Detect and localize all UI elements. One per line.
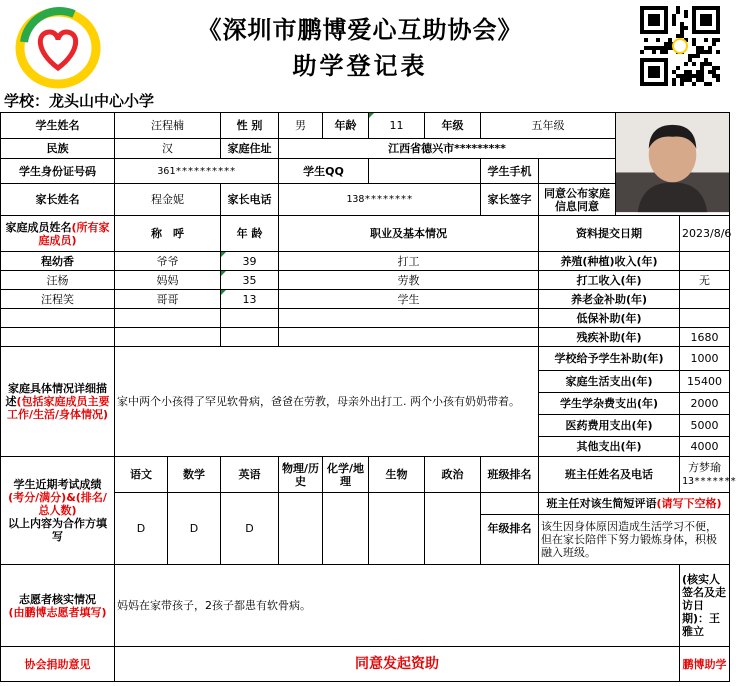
parent-phone[interactable]: 138******** [279, 183, 481, 215]
finance-label: 家庭生活支出(年) [539, 371, 680, 393]
label-mobile: 学生手机 [481, 159, 539, 184]
submit-date[interactable]: 2023/8/6 [680, 216, 730, 252]
label-grade-rank-text: 年级排名 [487, 522, 532, 536]
finance-label: 低保补助(年) [539, 309, 680, 328]
finance-label: 学校给予学生补助(年) [539, 347, 680, 371]
registration-table [0, 112, 736, 682]
label-grade: 年级 [425, 113, 481, 139]
student-age[interactable]: 11 [369, 113, 425, 139]
family-member-job[interactable]: 劳教 [279, 271, 539, 290]
label-family-details-text: 家庭具体情况详细描述 [5, 382, 107, 409]
finance-value[interactable] [680, 252, 730, 271]
family-member-name[interactable] [1, 309, 115, 328]
family-member-age[interactable]: 13 [221, 290, 279, 309]
family-member-name[interactable]: 程幼香 [1, 252, 115, 271]
label-parent-sign: 家长签字 [481, 183, 539, 215]
family-member-age[interactable] [221, 309, 279, 328]
family-member-age[interactable] [221, 328, 279, 347]
subject-score[interactable]: D [221, 493, 279, 565]
family-member-title[interactable]: 爷爷 [115, 252, 221, 271]
finance-value[interactable] [680, 309, 730, 328]
finance-value[interactable]: 1000 [680, 347, 730, 371]
parent-name[interactable]: 程金妮 [115, 183, 221, 215]
school-name: 学校：龙头山中心小学 [4, 92, 155, 110]
label-address: 家庭住址 [221, 138, 279, 158]
family-member-name[interactable] [1, 328, 115, 347]
form-header [0, 0, 730, 90]
grade-rank-value[interactable] [483, 535, 536, 557]
label-grade-rank [481, 515, 539, 565]
label-exam-scores [1, 457, 115, 565]
family-member-age[interactable]: 39 [221, 252, 279, 271]
subject-header: 英语 [221, 457, 279, 493]
verifier-signature[interactable]: (核实人签名及走访日期)：王雅立 [680, 565, 730, 647]
finance-label: 养殖(种植)收入(年) [539, 252, 680, 271]
family-member-title[interactable] [115, 309, 221, 328]
subject-score[interactable]: D [115, 493, 168, 565]
family-member-age[interactable]: 35 [221, 271, 279, 290]
teacher-comment[interactable]: 该生因身体原因造成生活学习不便，但在家长陪伴下努力锻炼身体，积极融入班级。 [539, 515, 730, 565]
label-family-members [1, 216, 115, 252]
label-volunteer [1, 565, 115, 647]
subject-header: 物理/历史 [279, 457, 323, 493]
teacher-contact[interactable] [680, 457, 736, 493]
student-qq[interactable] [369, 159, 481, 184]
label-class-rank: 班级排名 [481, 457, 539, 493]
class-rank-value[interactable] [481, 493, 539, 515]
qr-code [640, 6, 720, 86]
label-volunteer-note: (由鹏博志愿者填写) [8, 605, 107, 619]
label-family-members-text: 家庭成员姓名 [5, 220, 72, 234]
subject-score[interactable] [323, 493, 369, 565]
subject-header: 生物 [369, 457, 425, 493]
label-family-details [1, 347, 115, 457]
student-mobile[interactable] [539, 159, 616, 184]
brand-footer: 鹏博助学 [680, 647, 730, 682]
finance-value[interactable]: 2000 [680, 393, 730, 415]
label-qq: 学生QQ [279, 159, 369, 184]
family-member-job[interactable]: 学生 [279, 290, 539, 309]
subject-score[interactable] [425, 493, 481, 565]
label-assoc-opinion: 协会捐助意见 [1, 647, 115, 682]
student-grade[interactable]: 五年级 [481, 113, 616, 139]
finance-value[interactable]: 1680 [680, 328, 730, 347]
family-member-job[interactable]: 打工 [279, 252, 539, 271]
label-age: 年龄 [323, 113, 369, 139]
label-gender: 性 别 [221, 113, 279, 139]
teacher-name: 方梦瑜 [688, 461, 721, 475]
form-subtitle: 助学登记表 [292, 51, 428, 80]
family-member-title[interactable]: 哥哥 [115, 290, 221, 309]
student-id-number[interactable]: 361********** [115, 159, 279, 184]
finance-label: 养老金补助(年) [539, 290, 680, 309]
finance-value[interactable]: 5000 [680, 415, 730, 437]
finance-label: 其他支出(年) [539, 437, 680, 457]
finance-value[interactable]: 4000 [680, 437, 730, 457]
label-exam-scores-note: (考分/满分)&(排名/总人数) [8, 491, 107, 518]
label-submit-date: 资料提交日期 [539, 216, 680, 252]
volunteer-note[interactable]: 妈妈在家带孩子，2孩子都患有软骨病。 [115, 565, 680, 647]
student-photo [616, 113, 730, 216]
finance-label: 打工收入(年) [539, 271, 680, 290]
finance-label: 残疾补助(年) [539, 328, 680, 347]
consent-label: 同意公布家庭信息同意 [539, 183, 616, 215]
subject-header: 化学/地理 [323, 457, 369, 493]
label-student-name: 学生姓名 [1, 113, 115, 139]
label-exam-scores-partner: 以上内容为合作方填写 [8, 517, 107, 544]
finance-value[interactable] [680, 290, 730, 309]
family-member-title[interactable]: 妈妈 [115, 271, 221, 290]
label-job-col: 职业及基本情况 [279, 216, 539, 252]
label-parent-phone: 家长电话 [221, 183, 279, 215]
label-id-number: 学生身份证号码 [1, 159, 115, 184]
label-parent-name: 家长姓名 [1, 183, 115, 215]
finance-label: 医药费用支出(年) [539, 415, 680, 437]
teacher-phone: 13******* [682, 476, 736, 488]
form-title: 《深圳市鹏博爱心互助协会》 [197, 15, 523, 44]
student-address[interactable]: 江西省德兴市********* [279, 138, 616, 158]
family-member-job[interactable] [279, 328, 539, 347]
subject-header: 数学 [168, 457, 221, 493]
label-ethnicity: 民族 [1, 138, 115, 158]
label-volunteer-text: 志愿者核实情况 [19, 592, 96, 606]
subject-score[interactable] [369, 493, 425, 565]
finance-value[interactable]: 无 [680, 271, 730, 290]
student-name[interactable]: 汪程楠 [115, 113, 221, 139]
funding-decision[interactable]: 同意发起资助 [115, 647, 680, 682]
label-age-col: 年 龄 [221, 216, 279, 252]
family-member-name[interactable]: 汪杨 [1, 271, 115, 290]
label-exam-scores-text: 学生近期考试成绩 [13, 478, 102, 492]
subject-score[interactable]: D [168, 493, 221, 565]
subject-header: 政治 [425, 457, 481, 493]
family-member-job[interactable] [279, 309, 539, 328]
subject-header: 语文 [115, 457, 168, 493]
finance-label: 学生学杂费支出(年) [539, 393, 680, 415]
label-family-members-note: (所有家庭成员) [38, 220, 110, 247]
family-member-name[interactable]: 汪程笑 [1, 290, 115, 309]
label-title-col: 称 呼 [115, 216, 221, 252]
student-gender[interactable]: 男 [279, 113, 323, 139]
label-teacher-comment-hint: (请写下空格) [656, 497, 722, 511]
finance-value[interactable]: 15400 [680, 371, 730, 393]
label-teacher-comment-text: 班主任对该生简短评语 [546, 497, 657, 511]
association-logo [14, 6, 102, 88]
family-member-title[interactable] [115, 328, 221, 347]
label-teacher-name-phone: 班主任姓名及电话 [539, 457, 680, 493]
label-teacher-comment [539, 493, 730, 515]
student-ethnicity[interactable]: 汉 [115, 138, 221, 158]
family-details[interactable]: 家中两个小孩得了罕见软骨病，爸爸在劳教，母亲外出打工. 两个小孩有奶奶带着。 [115, 347, 539, 457]
label-family-details-note: (包括家庭成员主要工作/生活/身体情况) [6, 395, 110, 422]
subject-score[interactable] [279, 493, 323, 565]
